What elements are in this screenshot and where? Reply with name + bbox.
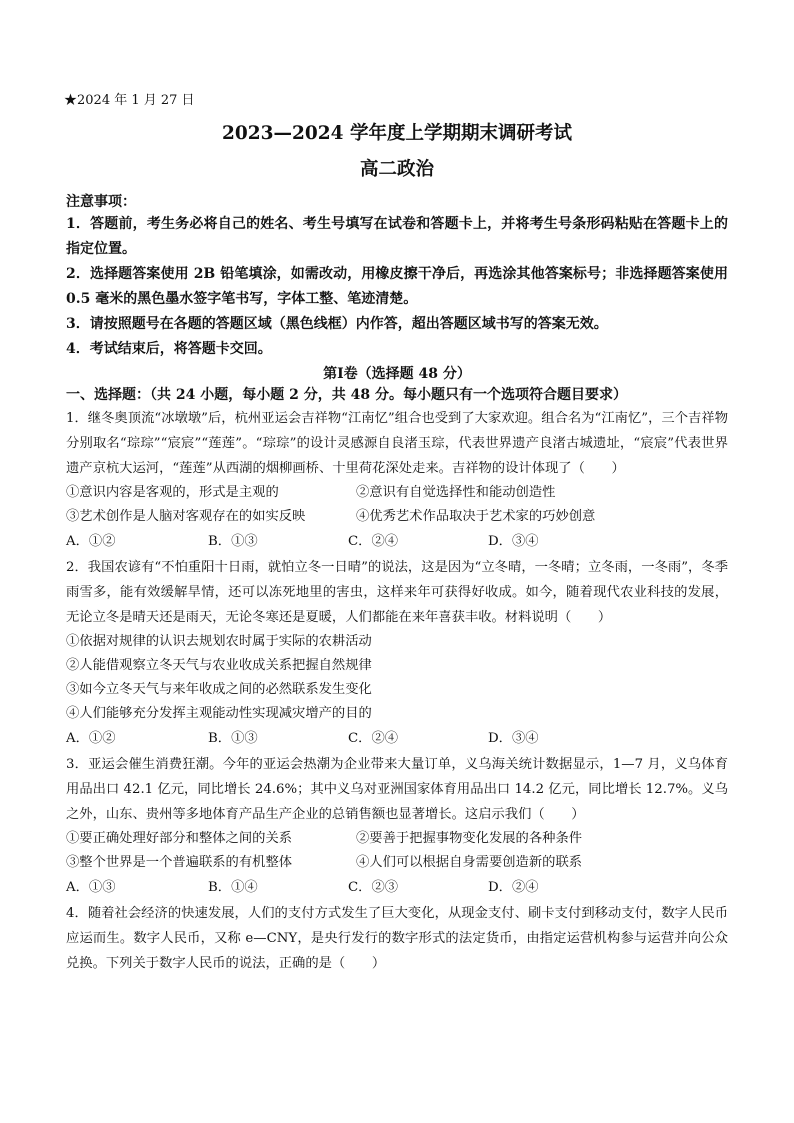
- exam-title: 2023—2024 学年度上学期期末调研考试: [222, 123, 572, 144]
- notes-heading: 注意事项：: [66, 194, 136, 210]
- question-stem-2: 2．我国农谚有“不怕重阳十日雨，就怕立冬一日晴”的说法，这是因为“立冬晴，一冬晴；立冬雨，一冬雨”，冬季雨雪多，能有效缓解旱情，还可以冻死地里的害虫，这样来年可获得好收成。如今，随着现代农业科技的发展，无论立冬是晴天还是雨天，无论冬寒还是夏暖，人们都能在来年喜获丰收。材料说明（ ）: [66, 560, 728, 625]
- option-item: ①依据对规律的认识去规划农时属于实际的农耕活动: [66, 634, 372, 649]
- exam-date: ★2024 年 1 月 27 日: [64, 93, 195, 108]
- question-stem-4: 4．随着社会经济的快速发展，人们的支付方式发生了巨大变化，从现金支付、刷卡支付到移动支付，数字人民币应运而生。数字人民币，又称 e—CNY，是央行发行的数字形式的法定货币，由指定运营机构参与运营并向公众兑换。下列关于数字人民币的说法，正确的是（ ）: [66, 906, 728, 971]
- option-item: ④优秀艺术作品取决于艺术家的巧妙创意: [356, 509, 596, 524]
- answer-choice: D．③④: [488, 534, 539, 549]
- exam-subject: 高二政治: [359, 159, 434, 180]
- answer-choice: D．③④: [488, 731, 539, 746]
- answer-choice: B．①③: [208, 534, 258, 549]
- options-row: [66, 827, 728, 851]
- answer-choices: [66, 726, 728, 752]
- part-title: 一、选择题：（共 24 小题，每小题 2 分，共 48 分。每小题只有一个选项符合题目要求）: [66, 387, 627, 403]
- option-item: ①要正确处理好部分和整体之间的关系: [66, 831, 293, 846]
- answer-choice: A．①②: [66, 731, 116, 746]
- answer-choice: B．①③: [208, 731, 258, 746]
- option-item: ②人能借观察立冬天气与农业收成关系把握自然规律: [66, 658, 372, 673]
- answer-choice: A．①②: [66, 534, 116, 549]
- note-item: 3．请按照题号在各题的答题区域（黑色线框）内作答，超出答题区域书写的答案无效。: [66, 316, 608, 332]
- answer-choice: A．①③: [66, 880, 116, 895]
- note-item: 2．选择题答案使用 2B 铅笔填涂，如需改动，用橡皮擦干净后，再选涂其他答案标号；非选择题答案使用 0.5 毫米的黑色墨水签字笔书写，字体工整、笔迹清楚。: [66, 266, 728, 307]
- answer-choice: D．②④: [488, 880, 539, 895]
- answer-choices: [66, 529, 728, 555]
- option-item: ③整个世界是一个普遍联系的有机整体: [66, 855, 293, 870]
- section-title: 第Ⅰ卷（选择题 48 分）: [323, 366, 471, 382]
- answer-choices: [66, 875, 728, 901]
- answer-choice: C．②③: [348, 880, 399, 895]
- note-item: 1．答题前，考生务必将自己的姓名、考生号填写在试卷和答题卡上，并将考生号条形码粘贴在答题卡上的指定位置。: [66, 216, 728, 257]
- options-row: [66, 481, 728, 505]
- question-stem-3: 3．亚运会催生消费狂潮。今年的亚运会热潮为企业带来大量订单，义乌海关统计数据显示，1—7 月，义乌体育用品出口 42.1 亿元，同比增长 24.6%；其中义乌对亚洲国家体育用品出口 14.2 亿元，同比增长 12.7%。义乌之外，山东、贵州等多地体育产品生产企业的总销售额也显著增长。这启示我们（ ）: [66, 757, 728, 822]
- options-row: [66, 505, 728, 529]
- option-item: ③艺术创作是人脑对客观存在的如实反映: [66, 509, 306, 524]
- option-item: ①意识内容是客观的，形式是主观的: [66, 485, 279, 500]
- option-item: ②要善于把握事物变化发展的各种条件: [356, 831, 583, 846]
- answer-choice: C．②④: [348, 731, 399, 746]
- answer-choice: B．①④: [208, 880, 258, 895]
- note-item: 4．考试结束后，将答题卡交回。: [66, 341, 272, 357]
- option-item: ②意识有自觉选择性和能动创造性: [356, 485, 556, 500]
- question-stem-1: 1．继冬奥顶流“冰墩墩”后，杭州亚运会吉祥物“江南忆”组合也受到了大家欢迎。组合名为“江南忆”，三个吉祥物分别取名“琮琮”“宸宸”“莲莲”。“琮琮”的设计灵感源自良渚玉琮，代表世界遗产良渚古城遗址，“宸宸”代表世界遗产京杭大运河，“莲莲”从西湖的烟柳画桥、十里荷花深处走来。吉祥物的设计体现了（ ）: [66, 411, 728, 476]
- option-item: ③如今立冬天气与来年收成之间的必然联系发生变化: [66, 682, 372, 697]
- option-item: ④人们能够充分发挥主观能动性实现减灾增产的目的: [66, 706, 372, 721]
- answer-choice: C．②④: [348, 534, 399, 549]
- options-row: [66, 851, 728, 875]
- option-item: ④人们可以根据自身需要创造新的联系: [356, 855, 583, 870]
